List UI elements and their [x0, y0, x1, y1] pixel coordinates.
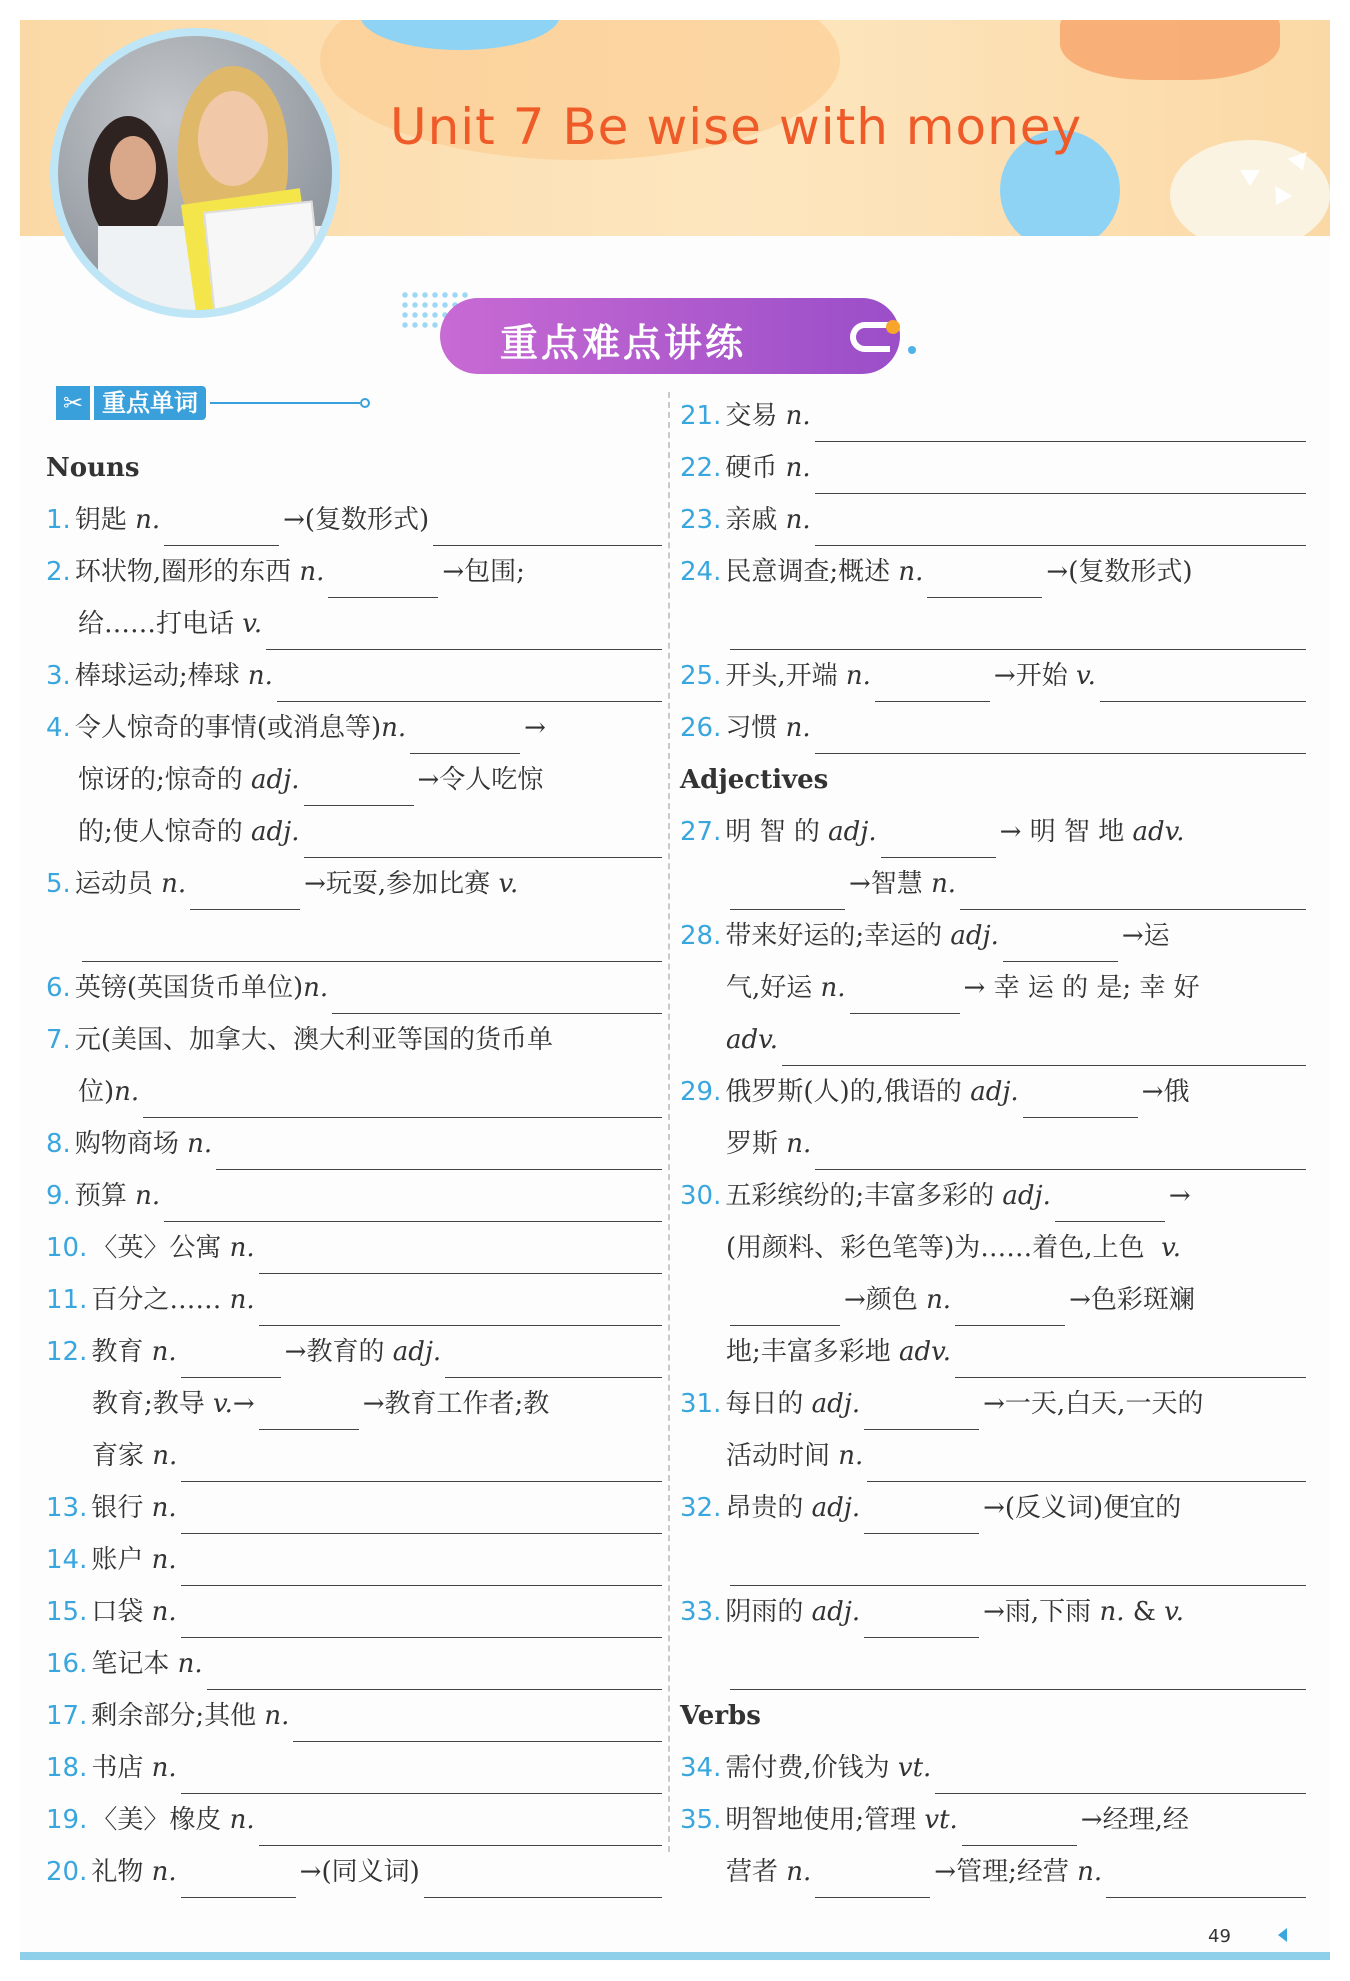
- answer-blank[interactable]: [1055, 1186, 1165, 1222]
- answer-blank[interactable]: [190, 874, 300, 910]
- answer-blank[interactable]: [445, 1342, 662, 1378]
- vocab-tag: [56, 386, 370, 420]
- list-item: 30. 五彩缤纷的;丰富多彩的 adj. →: [680, 1170, 1310, 1222]
- list-item: 27. 明 智 的 adj. → 明 智 地 adv.: [680, 806, 1310, 858]
- answer-blank[interactable]: [277, 666, 662, 702]
- list-item: 35. 明智地使用;管理 vt. →经理,经: [680, 1794, 1310, 1846]
- answer-blank[interactable]: [293, 1706, 662, 1742]
- answer-blank[interactable]: [181, 1862, 296, 1898]
- section-header: [440, 298, 900, 374]
- answer-blank[interactable]: [864, 1394, 979, 1430]
- list-item: 1. 钥匙 n. →(复数形式): [46, 494, 666, 546]
- section-title: 重点难点讲练: [500, 321, 747, 365]
- category-adjectives: Adjectives: [680, 765, 829, 795]
- list-item: 17. 剩余部分;其他 n.: [46, 1690, 666, 1742]
- answer-blank[interactable]: [181, 1758, 662, 1794]
- answer-blank[interactable]: [730, 1654, 1306, 1690]
- list-item: 23. 亲戚 n.: [680, 494, 1310, 546]
- list-item: 13. 银行 n.: [46, 1482, 666, 1534]
- list-item: 19. 〈美〉橡皮 n.: [46, 1794, 666, 1846]
- answer-blank[interactable]: [164, 1186, 662, 1222]
- answer-blank[interactable]: [815, 406, 1306, 442]
- list-item: 16. 笔记本 n.: [46, 1638, 666, 1690]
- answer-blank[interactable]: [216, 1134, 662, 1170]
- answer-blank[interactable]: [259, 1238, 662, 1274]
- answer-blank[interactable]: [864, 1498, 979, 1534]
- answer-blank[interactable]: [864, 1602, 979, 1638]
- answer-blank[interactable]: [935, 1758, 1306, 1794]
- list-item: 8. 购物商场 n.: [46, 1118, 666, 1170]
- column-divider: [668, 392, 670, 1852]
- page-number: 49: [1208, 1926, 1231, 1947]
- category-verbs: Verbs: [680, 1701, 761, 1731]
- list-item: 21. 交易 n.: [680, 390, 1310, 442]
- list-item: 6. 英镑(英国货币单位) n.: [46, 962, 666, 1014]
- answer-blank[interactable]: [1023, 1082, 1138, 1118]
- list-item: 14. 账户 n.: [46, 1534, 666, 1586]
- answer-blank[interactable]: [181, 1550, 662, 1586]
- list-item: 12. 教育 n. →教育的 adj.: [46, 1326, 666, 1378]
- answer-blank[interactable]: [730, 874, 845, 910]
- answer-blank[interactable]: [181, 1446, 662, 1482]
- list-item: 9. 预算 n.: [46, 1170, 666, 1222]
- list-item: 25. 开头,开端 n. →开始 v.: [680, 650, 1310, 702]
- answer-blank[interactable]: [332, 978, 662, 1014]
- orange-dot-decoration: [886, 320, 900, 334]
- list-item: 10. 〈英〉公寓 n.: [46, 1222, 666, 1274]
- list-item: 26. 习惯 n.: [680, 702, 1310, 754]
- answer-blank[interactable]: [960, 874, 1306, 910]
- students-photo: [50, 28, 340, 318]
- answer-blank[interactable]: [259, 1394, 359, 1430]
- right-column: 21. 交易 n. 22. 硬币 n. 23. 亲戚 n. 24. 民意调查;概述 n. →(复数形式) 25. 开头,开端 n. →开始 v. 26. 习惯 n. Adjectives 27. 明 智 的 adj. → 明 智 地 adv. →智慧 n. 28. 带来好运的;幸运的 adj. →运 气,好运 n. → 幸 运 的 是; 幸 好 adv. 29. 俄罗斯(人)的,俄语的 adj. →俄 罗斯 n. 30. 五彩缤纷的;丰富多彩的 adj. → (用颜料、彩色笔等)为……着色,上色 v. →颜色 n. →色彩斑斓 地;丰富多彩地 adv. 31. 每日的 adj. →一天,白天,一天的 活动时间 n. 32. 昂贵的 adj. →(反义词)便宜的 33. 阴雨的 adj. →雨,下雨 n. & v. Verbs 34. 需付费,价钱为 vt. 35. 明智地使用;管理 vt. →经理,经 营者 n. →管理;经营 n.: [680, 390, 1310, 1898]
- list-item: 7. 元(美国、加拿大、澳大利亚等国的货币单: [46, 1025, 553, 1055]
- answer-blank[interactable]: [1106, 1862, 1306, 1898]
- list-item: 5. 运动员 n. →玩耍,参加比赛 v.: [46, 858, 666, 910]
- answer-blank[interactable]: [927, 562, 1042, 598]
- list-item: 31. 每日的 adj. →一天,白天,一天的: [680, 1378, 1310, 1430]
- answer-blank[interactable]: [143, 1082, 662, 1118]
- list-item: 4. 令人惊奇的事情(或消息等) n. →: [46, 702, 666, 754]
- list-item: 2. 环状物,圈形的东西 n. →包围;: [46, 546, 666, 598]
- answer-blank[interactable]: [328, 562, 438, 598]
- answer-blank[interactable]: [955, 1290, 1065, 1326]
- answer-blank[interactable]: [259, 1810, 662, 1846]
- list-item: 3. 棒球运动;棒球 n.: [46, 650, 666, 702]
- list-item: 29. 俄罗斯(人)的,俄语的 adj. →俄: [680, 1066, 1310, 1118]
- answer-blank[interactable]: [181, 1498, 662, 1534]
- answer-blank[interactable]: [181, 1342, 281, 1378]
- scissors-icon: ✂: [56, 386, 90, 420]
- answer-blank[interactable]: [304, 822, 662, 858]
- answer-blank[interactable]: [82, 926, 662, 962]
- answer-blank[interactable]: [266, 614, 662, 650]
- answer-blank[interactable]: [815, 458, 1306, 494]
- answer-blank[interactable]: [730, 1290, 840, 1326]
- answer-blank[interactable]: [304, 770, 414, 806]
- answer-blank[interactable]: [815, 1862, 930, 1898]
- list-item: 15. 口袋 n.: [46, 1586, 666, 1638]
- list-item: 32. 昂贵的 adj. →(反义词)便宜的: [680, 1482, 1310, 1534]
- list-item: 20. 礼物 n. →(同义词): [46, 1846, 666, 1898]
- answer-blank[interactable]: [1003, 926, 1118, 962]
- answer-blank[interactable]: [955, 1342, 1306, 1378]
- answer-blank[interactable]: [424, 1862, 662, 1898]
- bottom-bar: [20, 1952, 1330, 1960]
- answer-blank[interactable]: [1100, 666, 1306, 702]
- list-item: 24. 民意调查;概述 n. →(复数形式): [680, 546, 1310, 598]
- page-arrow-icon: [1278, 1928, 1287, 1942]
- answer-blank[interactable]: [433, 510, 662, 546]
- textbook-page: [20, 20, 1330, 1961]
- category-nouns: Nouns: [46, 453, 140, 483]
- answer-blank[interactable]: [164, 510, 279, 546]
- answer-blank[interactable]: [730, 1550, 1306, 1586]
- unit-title: Unit 7 Be wise with money: [390, 98, 1083, 156]
- answer-blank[interactable]: [181, 1602, 662, 1638]
- answer-blank[interactable]: [867, 1446, 1306, 1482]
- list-item: 11. 百分之…… n.: [46, 1274, 666, 1326]
- answer-blank[interactable]: [410, 718, 520, 754]
- answer-blank[interactable]: [881, 822, 996, 858]
- list-item: 22. 硬币 n.: [680, 442, 1310, 494]
- answer-blank[interactable]: [259, 1290, 662, 1326]
- c-shape-decoration: [850, 322, 890, 352]
- answer-blank[interactable]: [207, 1654, 662, 1690]
- answer-blank[interactable]: [782, 1030, 1306, 1066]
- answer-blank[interactable]: [850, 978, 960, 1014]
- left-column: Nouns 1. 钥匙 n. →(复数形式) 2. 环状物,圈形的东西 n. →包围; 给……打电话 v. 3. 棒球运动;棒球 n. 4. 令人惊奇的事情(或消息等) n. → 惊讶的;惊奇的 adj. →令人吃惊 的;使人惊奇的 adj. 5. 运动员 n. →玩耍,参加比赛 v. 6. 英镑(英国货币单位) n. 7. 元(美国、加拿大、澳大利亚等国的货币单 位) n. 8. 购物商场 n. 9. 预算 n. 10. 〈英〉公寓 n. 11. 百分之…… n. 12. 教育 n. →教育的 adj. 教育;教导 v. → →教育工作者;教 育家 n. 13. 银行 n. 14. 账户 n. 15. 口袋 n. 16. 笔记本 n. 17. 剩余部分;其他 n. 18. 书店 n. 19. 〈美〉橡皮 n. 20. 礼物 n. →(同义词): [46, 390, 666, 1898]
- answer-blank[interactable]: [815, 510, 1306, 546]
- list-item: 33. 阴雨的 adj. →雨,下雨 n. & v.: [680, 1586, 1310, 1638]
- blue-dot-decoration: [908, 346, 916, 354]
- answer-blank[interactable]: [875, 666, 990, 702]
- list-item: 28. 带来好运的;幸运的 adj. →运: [680, 910, 1310, 962]
- answer-blank[interactable]: [730, 614, 1306, 650]
- list-item: 18. 书店 n.: [46, 1742, 666, 1794]
- answer-blank[interactable]: [815, 1134, 1306, 1170]
- vocab-tag-label: 重点单词: [94, 386, 206, 420]
- answer-blank[interactable]: [815, 718, 1306, 754]
- answer-blank[interactable]: [962, 1810, 1077, 1846]
- list-item: 34. 需付费,价钱为 vt.: [680, 1742, 1310, 1794]
